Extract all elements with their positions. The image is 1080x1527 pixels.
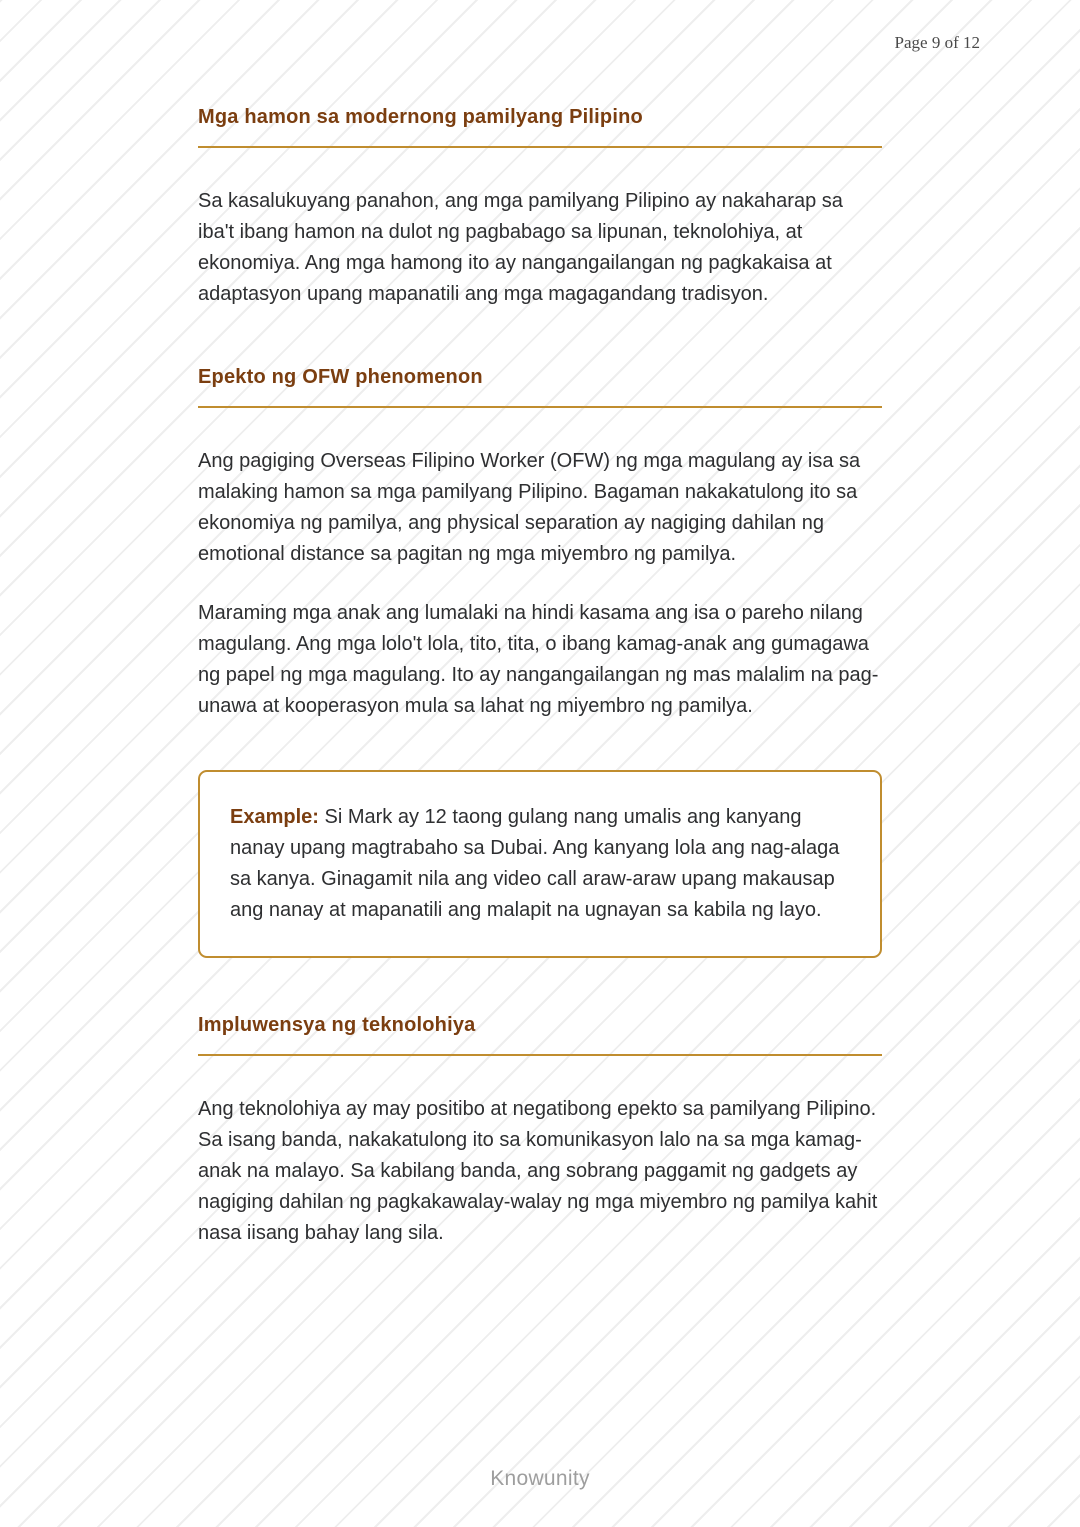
paragraph: Maraming mga anak ang lumalaki na hindi kasama ang isa o pareho nilang magulang. Ang mga lolo't lola, tito, tita, o ibang kamag-anak ang gumagawa ng papel ng mga magulang. Ito ay nangangailangan ng mas malalim na pag-unawa at kooperasyon mula sa lahat ng miyembro ng pamilya.: [198, 602, 879, 717]
paragraph: Sa kasalukuyang panahon, ang mga pamilyang Pilipino ay nakaharap sa iba't ibang hamon na dulot ng pagbabago sa lipunan, teknolohiya, at ekonomiya. Ang mga hamong ito ay nangangailangan ng pagkakaisa at adaptasyon upang mapanatili ang mga magagandang tradisyon.: [198, 190, 843, 305]
page-number: Page 9 of 12: [894, 33, 980, 52]
paragraph: Ang teknolohiya ay may positibo at negatibong epekto sa pamilyang Pilipino. Sa isang banda, nakakatulong ito sa komunikasyon lalo na sa mga kamag-anak na malayo. Sa kabilang banda, ang sobrang paggamit ng gadgets ay nagiging dahilan ng pagkakawalay-walay ng mga miyembro ng pamilya kahit nasa iisang bahay lang sila.: [198, 1098, 878, 1244]
section-heading: Impluwensya ng teknolohiya: [198, 1012, 882, 1056]
footer-brand: Knowunity: [490, 1467, 590, 1490]
section-teknolohiya: [198, 1012, 882, 1249]
section-mga-hamon: [198, 104, 882, 310]
example-label: Example:: [230, 806, 319, 828]
example-box: [198, 770, 882, 958]
section-ofw-phenomenon: [198, 364, 882, 958]
section-heading: Mga hamon sa modernong pamilyang Pilipino: [198, 104, 882, 148]
example-text: Si Mark ay 12 taong gulang nang umalis ang kanyang nanay upang magtrabaho sa Dubai. Ang kanyang lola ang nag-alaga sa kanya. Ginagamit nila ang video call araw-araw upang makausap ang nanay at mapanatili ang malapit na ugnayan sa kabila ng layo.: [230, 806, 840, 921]
paragraph: Ang pagiging Overseas Filipino Worker (OFW) ng mga magulang ay isa sa malaking hamon sa mga pamilyang Pilipino. Bagaman nakakatulong ito sa ekonomiya ng pamilya, ang physical separation ay nagiging dahilan ng emotional distance sa pagitan ng mga miyembro ng pamilya.: [198, 450, 861, 565]
section-heading: Epekto ng OFW phenomenon: [198, 364, 882, 408]
